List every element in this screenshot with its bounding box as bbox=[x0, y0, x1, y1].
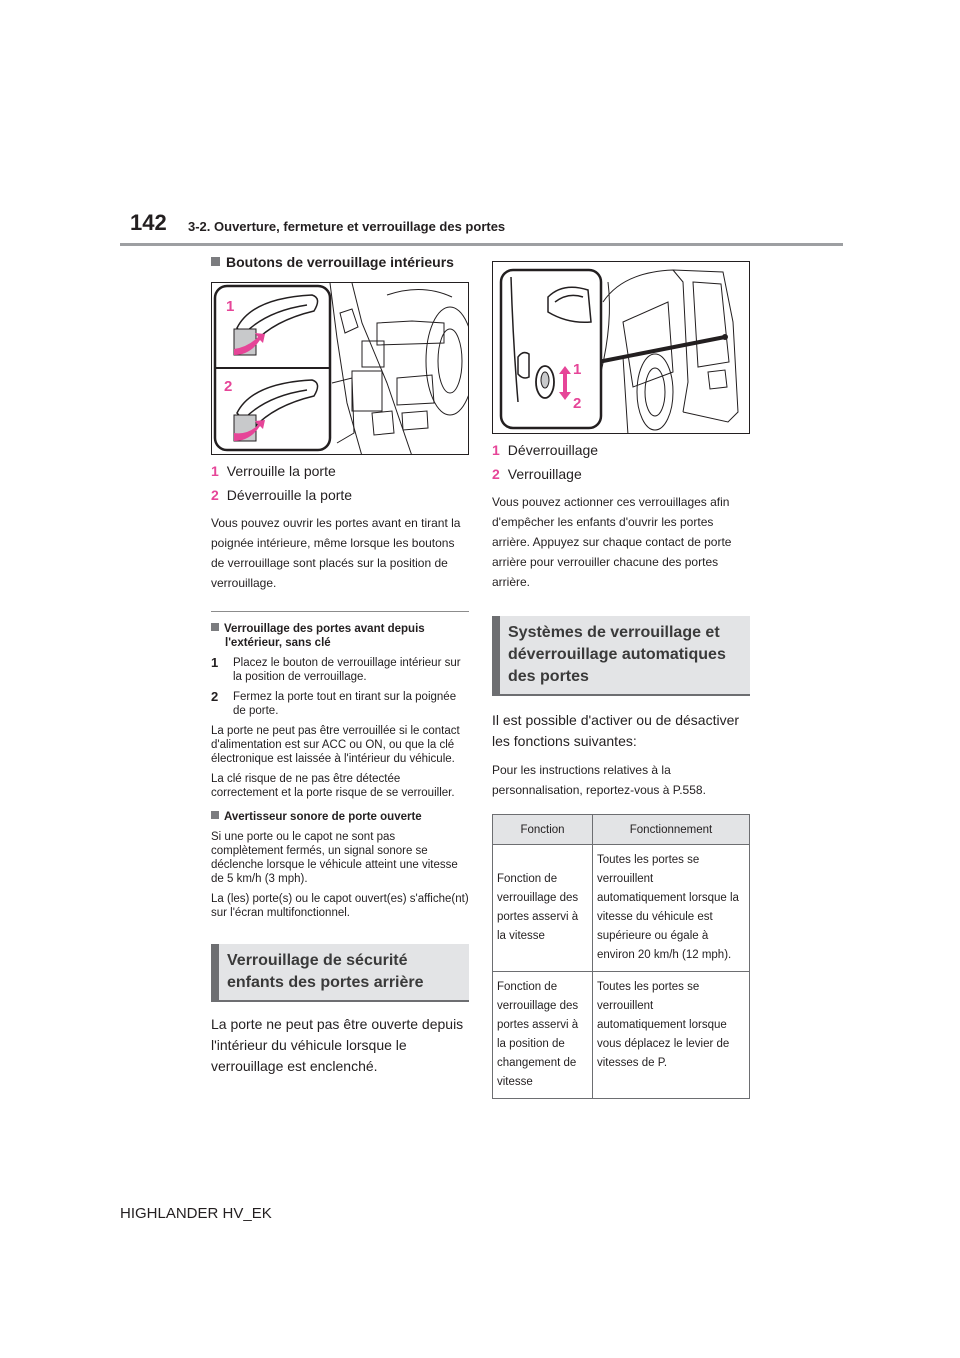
body-paragraph: Si une porte ou le capot ne sont pas complètement fermés, un signal sonore se déclenche lorsque le véhicule atteint une vitesse de 5 km/h (3 mph). bbox=[211, 831, 458, 885]
list-item: 1 Verrouille la porte bbox=[211, 463, 336, 479]
table-cell: Fonction de verrouillage des portes asservi à la position de changement de vitesse bbox=[493, 972, 593, 1099]
step-item: 2 Fermez la porte tout en tirant sur la poignée de porte. bbox=[211, 689, 457, 717]
body-paragraph: La porte ne peut pas être verrouillée si le contact d'alimentation est sur ACC ou ON, ou que la clé électronique est laissée à l'intérieur du véhicule. bbox=[211, 725, 460, 765]
table-cell: Toutes les portes se verrouillent automatiquement lorsque vous déplacez le levier de vitesses de P. bbox=[593, 972, 750, 1099]
figure-label-1: 1 bbox=[226, 298, 235, 315]
body-paragraph: La porte ne peut pas être ouverte depuis l'intérieur du véhicule lorsque le verrouillage est enclenché. bbox=[211, 1016, 464, 1074]
body-paragraph: La (les) porte(s) ou le capot ouvert(es) s'affiche(nt) sur l'écran multifonctionnel. bbox=[211, 893, 469, 919]
body-paragraph: La clé risque de ne pas être détectée correctement et la porte risque de se verrouiller. bbox=[211, 773, 455, 799]
body-paragraph: Pour les instructions relatives à la personnalisation, reportez-vous à P.558. bbox=[492, 763, 706, 797]
subsection-title: Avertisseur sonore de porte ouverte bbox=[211, 810, 469, 824]
footer-model-name: HIGHLANDER HV_EK bbox=[120, 1205, 272, 1222]
section-banner: Systèmes de verrouillage et déverrouillage automatiques des portes bbox=[492, 616, 750, 696]
function-table bbox=[492, 814, 750, 1099]
body-paragraph: Vous pouvez ouvrir les portes avant en tirant la poignée intérieure, même lorsque les boutons de verrouillage sont placés sur la position de verrouillage. bbox=[211, 516, 461, 590]
section-header: 3-2. Ouverture, fermeture et verrouillage des portes bbox=[188, 219, 506, 234]
subsection-title: Verrouillage des portes avant depuis l'extérieur, sans clé bbox=[211, 622, 469, 650]
figure-label-2: 2 bbox=[573, 395, 582, 412]
page-number: 142 bbox=[130, 210, 167, 235]
right-column bbox=[492, 261, 750, 1099]
interior-lock-drawing bbox=[212, 283, 469, 455]
square-bullet-icon bbox=[211, 623, 219, 631]
figure-label-2: 2 bbox=[224, 378, 233, 395]
table-row bbox=[493, 845, 750, 972]
child-lock-illustration bbox=[492, 261, 750, 434]
left-column bbox=[211, 254, 469, 1077]
square-bullet-icon bbox=[211, 811, 219, 819]
column-header: Fonction bbox=[493, 815, 593, 845]
section-title: Boutons de verrouillage intérieurs bbox=[211, 254, 469, 270]
table-row bbox=[493, 972, 750, 1099]
child-lock-drawing bbox=[493, 262, 750, 434]
section-banner: Verrouillage de sécurité enfants des portes arrière bbox=[211, 944, 469, 1002]
column-header: Fonctionnement bbox=[593, 815, 750, 845]
body-paragraph: Vous pouvez actionner ces verrouillages afin d'empêcher les enfants d'ouvrir les portes arrière. Appuyez sur chaque contact de porte arrière pour verrouiller chacune des portes arrière. bbox=[492, 495, 732, 589]
table-cell: Fonction de verrouillage des portes asservi à la vitesse bbox=[493, 845, 593, 972]
list-item: 2 Déverrouille la porte bbox=[211, 487, 353, 503]
table-cell: Toutes les portes se verrouillent automatiquement lorsque la vitesse du véhicule est supérieure ou égale à environ 20 km/h (12 mph). bbox=[593, 845, 750, 972]
square-bullet-icon bbox=[211, 257, 220, 266]
list-item: 1 Déverrouillage bbox=[492, 442, 599, 458]
header-rule bbox=[120, 243, 843, 246]
list-item: 2 Verrouillage bbox=[492, 466, 582, 482]
figure-label-1: 1 bbox=[573, 361, 582, 378]
divider bbox=[211, 611, 469, 612]
body-paragraph: Il est possible d'activer ou de désactiver les fonctions suivantes: bbox=[492, 712, 740, 749]
door-lock-button-illustration bbox=[211, 282, 469, 455]
step-item: 1 Placez le bouton de verrouillage intérieur sur la position de verrouillage. bbox=[211, 655, 461, 683]
table-header-row bbox=[493, 815, 750, 845]
